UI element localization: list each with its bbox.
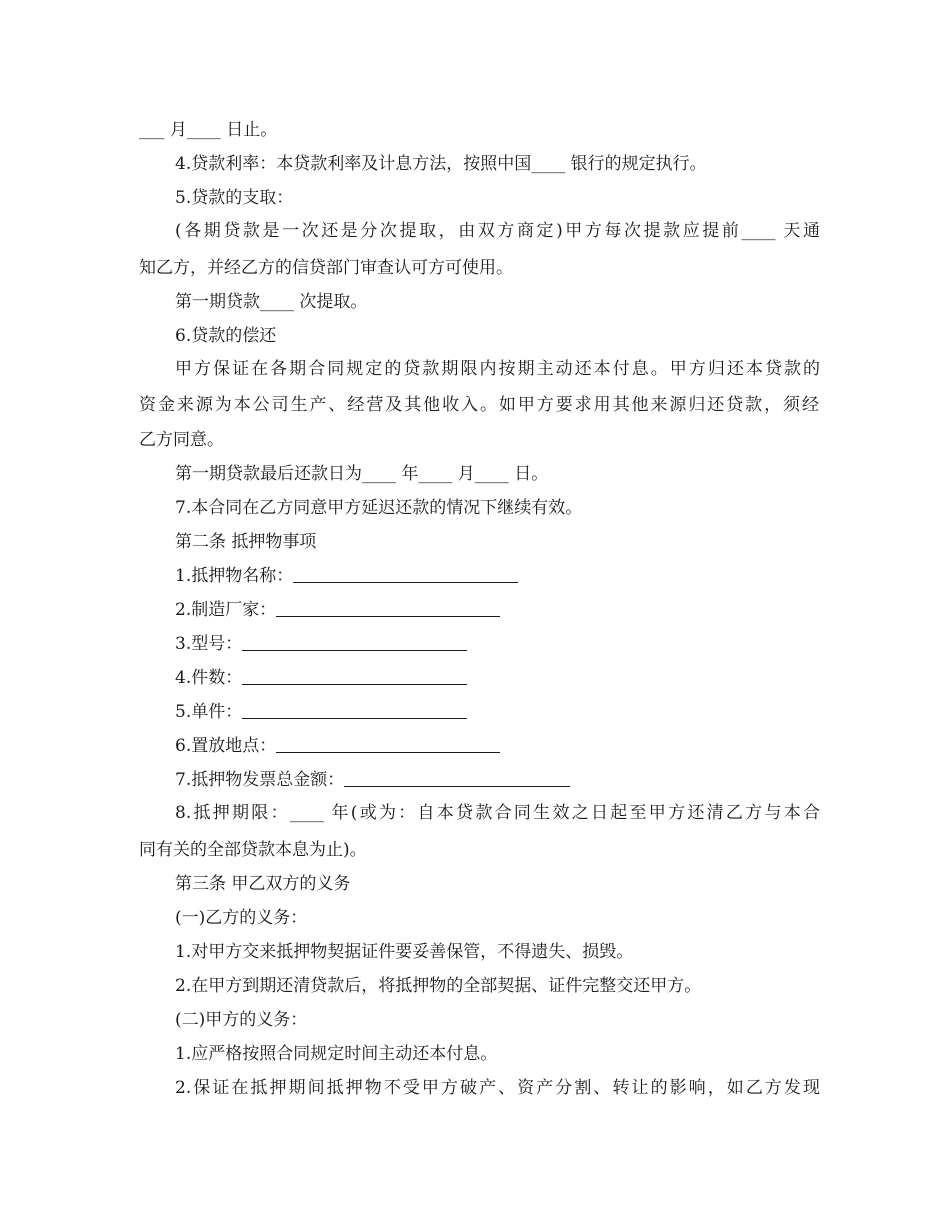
text-line: 1.应严格按照合同规定时间主动还本付息。 (175, 1044, 498, 1064)
text-line: 5.贷款的支取： (175, 188, 294, 208)
blank-underline (242, 702, 467, 719)
text-line: 8.抵押期限：____ 年(或为：自本贷款合同生效之日起至甲方还清乙方与本合 (175, 803, 820, 823)
text-line: 乙方同意。 (139, 430, 224, 450)
text-line: (二)甲方的义务： (175, 1010, 308, 1030)
text-line: 6.贷款的偿还 (175, 326, 277, 346)
form-row (175, 559, 855, 593)
text-line: (一)乙方的义务： (175, 908, 308, 928)
field-label: 1.抵押物名称： (175, 566, 294, 586)
text-line: 2.保证在抵押期间抵押物不受甲方破产、资产分割、转让的影响，如乙方发现 (175, 1078, 820, 1098)
blank-underline (242, 668, 467, 685)
field-label: 3.型号： (175, 634, 243, 654)
text-line: 知乙方，并经乙方的信贷部门审查认可方可使用。 (139, 258, 513, 278)
field-label: 4.件数： (175, 668, 243, 688)
field-label: 6.置放地点： (175, 736, 277, 756)
text-line: 4.贷款利率：本贷款利率及计息方法，按照中国____ 银行的规定执行。 (175, 154, 707, 174)
form-row (175, 763, 855, 797)
text-line: 资金来源为本公司生产、经营及其他收入。如甲方要求用其他来源归还贷款，须经 (139, 395, 819, 415)
text-line: 第一期贷款____ 次提取。 (175, 292, 368, 312)
text-line: (各期贷款是一次还是分次提取，由双方商定)甲方每次提款应提前____ 天通 (175, 221, 820, 241)
field-label: 7.抵押物发票总金额： (175, 770, 345, 790)
text-line: 7.本合同在乙方同意甲方延迟还款的情况下继续有效。 (175, 498, 583, 518)
blank-underline (293, 566, 518, 583)
text-line: 甲方保证在各期合同规定的贷款期限内按期主动还本付息。甲方归还本贷款的 (175, 359, 820, 379)
blank-underline (276, 736, 500, 753)
text-line: 2.在甲方到期还清贷款后，将抵押物的全部契据、证件完整交还甲方。 (175, 976, 702, 996)
form-row (175, 729, 855, 763)
field-label: 5.单件： (175, 702, 243, 722)
text-line: 同有关的全部贷款本息为止)。 (139, 840, 367, 860)
form-row (175, 661, 855, 695)
field-label: 2.制造厂家： (175, 600, 277, 620)
form-row (175, 695, 855, 729)
text-line: ___ 月____ 日止。 (139, 120, 278, 140)
section-heading: 第二条 抵押物事项 (175, 532, 317, 552)
form-row (175, 593, 855, 627)
blank-underline (276, 600, 500, 617)
blank-underline (242, 634, 467, 651)
section-heading: 第三条 甲乙双方的义务 (175, 874, 351, 894)
text-line: 1.对甲方交来抵押物契据证件要妥善保管，不得遗失、损毁。 (175, 942, 634, 962)
text-line: 第一期贷款最后还款日为____ 年____ 月____ 日。 (175, 464, 549, 484)
form-row (175, 627, 855, 661)
blank-underline (344, 770, 570, 787)
